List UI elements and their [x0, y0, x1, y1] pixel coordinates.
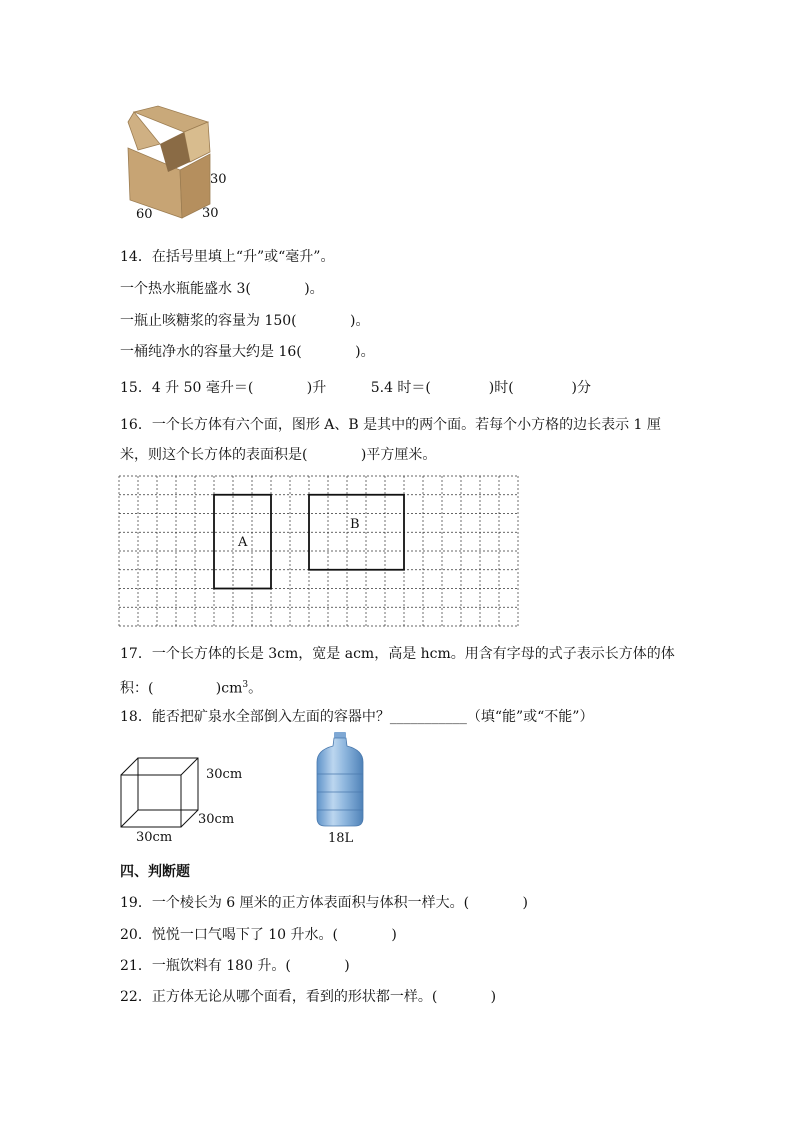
q14-line1: 一个热水瓶能盛水 3( )。 — [120, 281, 324, 297]
q15-text: 15．4 升 50 毫升＝( )升 5.4 时＝( )时( )分 — [120, 380, 591, 396]
q17-line2-end: 。 — [248, 680, 263, 697]
section4-title: 四、判断题 — [120, 864, 190, 880]
box-height-label: 30 — [210, 172, 227, 187]
q22-text: 22．正方体无论从哪个面看，看到的形状都一样。( ) — [120, 989, 497, 1005]
q17-line2-text: 积：( )cm — [120, 680, 243, 697]
q17-line1: 17．一个长方体的长是 3cm，宽是 acm，高是 hcm。用含有字母的式子表示长方体的体 — [120, 646, 675, 662]
q19-text: 19．一个棱长为 6 厘米的正方体表面积与体积一样大。( ) — [120, 895, 528, 911]
cube-width-label: 30cm — [136, 830, 173, 845]
q20-text: 20．悦悦一口气喝下了 10 升水。( ) — [120, 927, 397, 943]
q21-text: 21．一瓶饮料有 180 升。( ) — [120, 958, 350, 974]
cube-height-label: 30cm — [206, 767, 243, 782]
grid-figure — [118, 475, 520, 629]
rect-b-label: B — [350, 517, 360, 532]
cube-figure — [118, 755, 258, 850]
cardboard-box-figure — [120, 100, 240, 230]
water-bottle-image — [305, 730, 375, 830]
bottle-volume-label: 18L — [328, 831, 354, 846]
q18-text: 18．能否把矿泉水全部倒入左面的容器中？___________（填“能”或“不能”） — [120, 709, 594, 725]
box-length-label: 60 — [136, 207, 153, 222]
cube-depth-label: 30cm — [198, 812, 235, 827]
q14-line2: 一瓶止咳糖浆的容量为 150( )。 — [120, 313, 370, 329]
q17-cube-superscript: 3 — [242, 680, 249, 690]
q14-line3: 一桶纯净水的容量大约是 16( )。 — [120, 344, 375, 360]
q17-line2 — [120, 676, 262, 698]
q16-line1: 16．一个长方体有六个面，图形 A、B 是其中的两个面。若每个小方格的边长表示 1 厘 — [120, 417, 661, 433]
q14-title: 14．在括号里填上“升”或“毫升”。 — [120, 249, 335, 265]
dashed-grid — [118, 475, 520, 629]
q16-line2: 米，则这个长方体的表面积是( )平方厘米。 — [120, 447, 437, 463]
rect-a-label: A — [238, 535, 248, 550]
water-bottle-figure — [305, 730, 375, 848]
box-width-label: 30 — [202, 206, 219, 221]
